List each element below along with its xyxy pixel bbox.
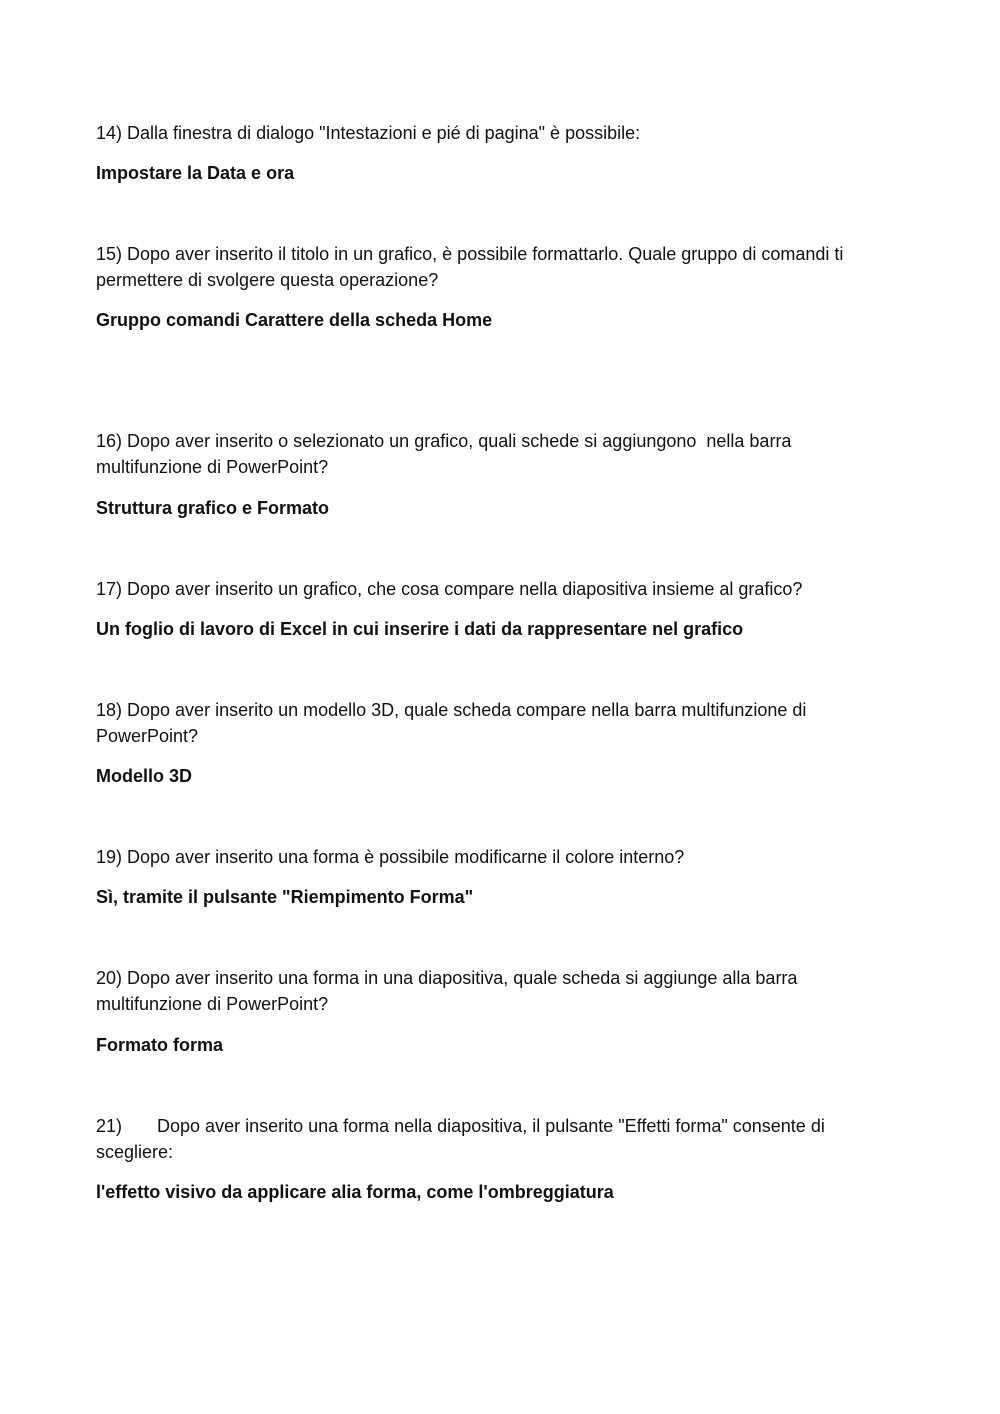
- question-21: 21) Dopo aver inserito una forma nella diapositiva, il pulsante "Effetti forma" consente di scegliere:: [96, 1116, 830, 1162]
- question-19: 19) Dopo aver inserito una forma è possibile modificarne il colore interno?: [96, 847, 685, 867]
- question-17: 17) Dopo aver inserito un grafico, che cosa compare nella diapositiva insieme al grafico?: [96, 579, 803, 599]
- answer-17: Un foglio di lavoro di Excel in cui inserire i dati da rappresentare nel grafico: [96, 619, 744, 639]
- answer-14: Impostare la Data e ora: [96, 163, 295, 183]
- answer-16: Struttura grafico e Formato: [96, 498, 330, 518]
- question-18: 18) Dopo aver inserito un modello 3D, quale scheda compare nella barra multifunzione di PowerPoint?: [96, 700, 812, 746]
- answer-21: l'effetto visivo da applicare alia forma, come l'ombreggiatura: [96, 1182, 614, 1202]
- answer-15: Gruppo comandi Carattere della scheda Home: [96, 310, 493, 330]
- question-20: 20) Dopo aver inserito una forma in una diapositiva, quale scheda si aggiunge alla barra multifunzione di PowerPoint?: [96, 968, 803, 1014]
- answer-20: Formato forma: [96, 1035, 224, 1055]
- question-14: 14) Dalla finestra di dialogo "Intestazioni e pié di pagina" è possibile:: [96, 123, 641, 143]
- answer-19: Sì, tramite il pulsante "Riempimento Forma": [96, 887, 474, 907]
- question-15: 15) Dopo aver inserito il titolo in un grafico, è possibile formattarlo. Quale gruppo di comandi ti permettere di svolgere questa operazione?: [96, 244, 849, 290]
- answer-18: Modello 3D: [96, 766, 193, 786]
- question-16: 16) Dopo aver inserito o selezionato un grafico, quali schede si aggiungono nella barra multifunzione di PowerPoint?: [96, 431, 797, 477]
